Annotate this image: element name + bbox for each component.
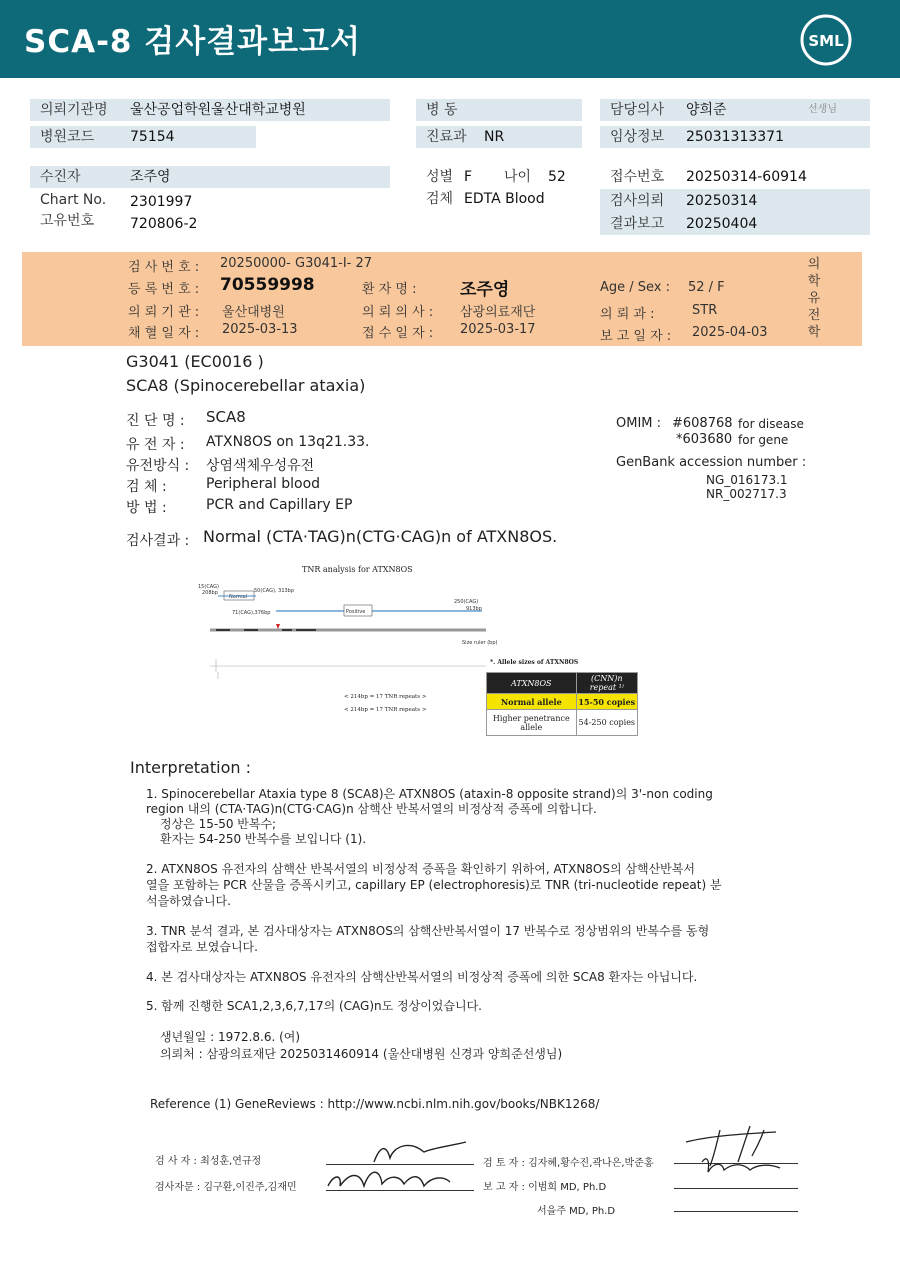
band-receive-label: 접 수 일 자 :: [362, 326, 434, 341]
inherit-label: 유전방식 :: [126, 458, 190, 474]
inherit-value: 상염색체우성유전: [206, 458, 315, 474]
dept-value: NR: [484, 129, 505, 145]
svg-text:SML: SML: [808, 32, 844, 50]
band-test-no: 20250000- G3041-I- 27: [220, 256, 373, 271]
allele-r1c1: Normal allele: [487, 694, 577, 710]
fig-lbl4b: 913bp: [466, 606, 482, 612]
genbank-1: NG_016173.1: [706, 473, 788, 487]
requested-value: 20250314: [686, 193, 758, 209]
band-patient-label: 환 자 명 :: [362, 282, 417, 297]
figure-title: TNR analysis for ATXN8OS: [302, 565, 413, 574]
band-collect-label: 채 혈 일 자 :: [128, 326, 200, 341]
genbank-2: NR_002717.3: [706, 487, 787, 501]
dept-label: 진료과: [426, 129, 467, 145]
allele-size-table: [486, 672, 638, 736]
gene-value: ATXN8OS on 13q21.33.: [206, 434, 370, 450]
report-title: SCA-8 검사결과보고서: [24, 24, 361, 60]
allele-th2: (CNN)n repeat ¹⁾: [576, 673, 637, 694]
allele-r2c1: Higher penetrance allele: [487, 710, 577, 736]
band-report-label: 보 고 일 자 :: [600, 329, 672, 344]
chart-value: 2301997: [130, 194, 193, 210]
fig-lbl1: 15(CAG): [198, 584, 219, 590]
sex-value: F: [464, 169, 473, 185]
sig-reporter-2: 서을주 MD, Ph.D: [537, 1206, 616, 1217]
fig-lbl1b: 208bp: [202, 590, 218, 596]
method-label: 방 법 :: [126, 500, 167, 516]
band-ward-label: 의 뢰 과 :: [600, 307, 655, 322]
band-ward: STR: [692, 303, 718, 318]
band-reg-no-label: 등 록 번 호 :: [128, 282, 200, 297]
age-value: 52: [548, 169, 566, 185]
fig-lbl2: 50(CAG), 313bp: [254, 588, 295, 594]
specimen-value: EDTA Blood: [464, 191, 545, 207]
request-inst-value: 울산공업학원울산대학교병원: [130, 102, 306, 118]
handwritten-signature-1: [320, 1128, 480, 1198]
fig-rep1: < 214bp = 17 TNR repeats >: [344, 694, 427, 700]
sig-reviewer: 검 토 자 : 김자혜,황수진,곽나은,박준홍: [483, 1158, 654, 1169]
allele-r1c2: 15-50 copies: [576, 694, 637, 710]
interp-p2a: 2. ATXN8OS 유전자의 삼핵산 반복서열의 비정상적 증폭을 확인하기 위하여, ATXN8OS의 삼핵산반복서: [146, 862, 695, 876]
band-physician: 삼광의료재단: [460, 305, 536, 320]
receipt-label: 접수번호: [610, 169, 665, 185]
fig-ruler: Size ruler (bp): [462, 640, 498, 646]
dx-value: SCA8: [206, 408, 246, 426]
allele-r2c2: 54-250 copies: [576, 710, 637, 736]
chart-label: Chart No.: [40, 192, 107, 208]
omim-disease-note: for disease: [738, 417, 804, 431]
band-inst-label: 의 뢰 기 관 :: [128, 305, 200, 320]
doctor-suffix: 선생님: [808, 104, 837, 115]
band-vertical-text: 의학유전학: [807, 257, 821, 340]
report-header: [0, 0, 900, 78]
fig-lbl4: 250(CAG): [454, 599, 479, 605]
allele-table-header: [487, 673, 638, 694]
test-name: SCA8 (Spinocerebellar ataxia): [126, 376, 366, 395]
sig-advisor: 검사자문 : 김구환,이진주,김재민: [155, 1182, 297, 1193]
sig-examiner: 검 사 자 : 최성훈,연규정: [155, 1156, 262, 1167]
fig-rep2: < 214bp = 17 TNR repeats >: [344, 707, 427, 713]
fig-normal: Normal: [229, 594, 248, 600]
sample-value: Peripheral blood: [206, 476, 321, 492]
interp-dob: 생년월일 : 1972.8.6. (여): [160, 1030, 301, 1044]
band-test-no-label: 검 사 번 호 :: [128, 260, 200, 275]
test-code: G3041 (EC0016 ): [126, 352, 264, 371]
result-label: 검사결과 :: [126, 533, 190, 549]
uid-label: 고유번호: [40, 213, 95, 229]
band-patient: 조주영: [460, 280, 510, 300]
interp-title: Interpretation :: [130, 758, 251, 777]
interp-p2c: 석을하였습니다.: [146, 894, 231, 908]
interp-p2b: 열을 포함하는 PCR 산물을 증폭시키고, capillary EP (electrophoresis)로 TNR (tri-nucleotide repeat) 분: [146, 878, 722, 892]
method-value: PCR and Capillary EP: [206, 497, 353, 513]
handwritten-signature-2: [680, 1122, 800, 1188]
interp-p3a: 3. TNR 분석 결과, 본 검사대상자는 ATXN8OS의 삼핵산반복서열이 17 반복수로 정상범위의 반복수를 동형: [146, 924, 710, 938]
sml-logo: [800, 14, 852, 66]
patient-row: [30, 166, 390, 188]
allele-th1: ATXN8OS: [487, 673, 577, 694]
band-age-sex-label: Age / Sex :: [600, 280, 671, 295]
reported-label: 결과보고: [610, 216, 665, 232]
hosp-code-value: 75154: [130, 129, 175, 145]
reference: Reference (1) GeneReviews : http://www.ncbi.nlm.nih.gov/books/NBK1268/: [150, 1097, 600, 1111]
result-value: Normal (CTA·TAG)n(CTG·CAG)n of ATXN8OS.: [203, 527, 558, 546]
doctor-label: 담당의사: [610, 102, 665, 118]
hosp-code-label: 병원코드: [40, 129, 95, 145]
band-reg-no: 70559998: [220, 275, 315, 295]
interp-p4: 4. 본 검사대상자는 ATXN8OS 유전자의 삼핵산반복서열의 비정상적 증폭에 의한 SCA8 환자는 아닙니다.: [146, 970, 698, 984]
sig-line-5: [674, 1211, 798, 1212]
interp-p1d: 환자는 54-250 반복수를 보입니다 (1).: [160, 832, 367, 846]
gene-label: 유 전 자 :: [126, 437, 185, 453]
omim-label: OMIM :: [616, 416, 662, 431]
band-age-sex: 52 / F: [688, 280, 725, 295]
dx-label: 진 단 명 :: [126, 413, 185, 429]
sig-reporter: 보 고 자 : 이범희 MD, Ph.D: [483, 1182, 607, 1193]
ward-label: 병 동: [426, 102, 458, 118]
uid-value: 720806-2: [130, 216, 198, 232]
sex-label: 성별: [426, 169, 454, 185]
requested-label: 검사의뢰: [610, 193, 665, 209]
allele-row-higher: [487, 710, 638, 736]
band-collect: 2025-03-13: [222, 322, 298, 337]
omim-gene-note: for gene: [738, 433, 789, 447]
sample-label: 검 체 :: [126, 479, 167, 495]
omim-disease: #608768: [672, 416, 733, 431]
interp-ref-inst: 의뢰처 : 삼광의료재단 2025031460914 (울산대병원 신경과 양희준선생님): [160, 1047, 563, 1061]
clinical-value: 25031313371: [686, 129, 784, 145]
receipt-value: 20250314-60914: [686, 169, 807, 185]
request-inst-label: 의뢰기관명: [40, 102, 108, 118]
patient-value: 조주영: [130, 169, 171, 185]
peak-marker: [276, 624, 280, 629]
age-label: 나이: [504, 169, 532, 185]
interp-p1c: 정상은 15-50 반복수;: [160, 817, 277, 831]
interp-p3b: 접합자로 보였습니다.: [146, 940, 258, 954]
band-physician-label: 의 뢰 의 사 :: [362, 305, 434, 320]
doctor-value: 양희준: [686, 102, 727, 118]
ward-row: [416, 99, 582, 121]
band-report: 2025-04-03: [692, 325, 768, 340]
reported-value: 20250404: [686, 216, 758, 232]
fig-positive: Positive: [346, 609, 366, 615]
band-receive: 2025-03-17: [460, 322, 536, 337]
patient-label: 수진자: [40, 169, 81, 185]
specimen-label: 검체: [426, 191, 454, 207]
genbank-label: GenBank accession number :: [616, 455, 807, 470]
sig-line-4: [674, 1188, 798, 1189]
interp-p5: 5. 함께 진행한 SCA1,2,3,6,7,17의 (CAG)n도 정상이었습니다.: [146, 999, 482, 1013]
band-inst: 울산대병원: [222, 305, 285, 320]
fig-allele-title: *. Allele sizes of ATXN8OS: [490, 659, 579, 666]
interp-p1b: region 내의 (CTA·TAG)n(CTG·CAG)n 삼핵산 반복서열의 비정상적 증폭에 의합니다.: [146, 802, 597, 816]
clinical-label: 임상정보: [610, 129, 665, 145]
omim-gene: *603680: [676, 432, 733, 447]
allele-row-normal: [487, 694, 638, 710]
interp-p1a: 1. Spinocerebellar Ataxia type 8 (SCA8)은 ATXN8OS (ataxin-8 opposite strand)의 3'-non coding: [146, 787, 713, 801]
fig-lbl3: 71(CAG),376bp: [232, 610, 271, 616]
